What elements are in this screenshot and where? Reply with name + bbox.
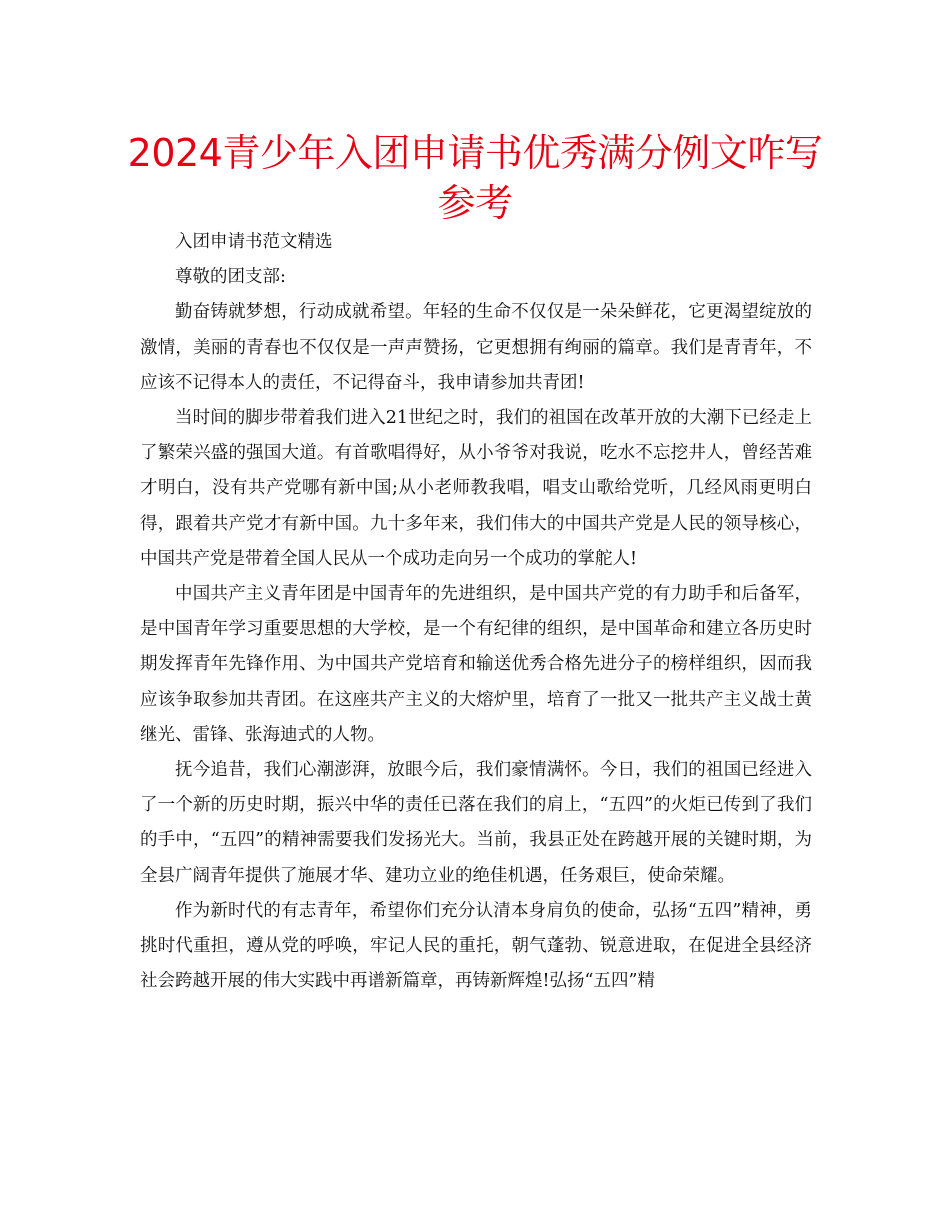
document-title: 2024青少年入团申请书优秀满分例文咋写参考 — [127, 131, 823, 225]
paragraph-subtitle: 入团申请书范文精选 — [175, 232, 333, 252]
paragraph: 作为新时代的有志青年，希望你们充分认清本身肩负的使命，弘扬“五四”精神，勇挑时代重担，遵从党的呼唤，牢记人民的重托，朝气蓬勃、锐意进取，在促进全县经济社会跨越开展的伟大实践中再谱新篇章，再铸新辉煌!弘扬“五四”精 — [140, 900, 812, 992]
document-body — [140, 225, 812, 999]
paragraph-salutation: 尊敬的团支部: — [175, 267, 286, 288]
paragraph: 抚今追昔，我们心潮澎湃，放眼今后，我们豪情满怀。今日，我们的祖国已经进入了一个新的历史时期，振兴中华的责任已落在我们的肩上，“五四”的火炬已传到了我们的手中，“五四”的精神需要我们发扬光大。当前，我县正处在跨越开展的关键时期，为全县广阔青年提供了施展才华、建功立业的绝佳机遇，任务艰巨，使命荣耀。 — [140, 760, 812, 886]
paragraph: 中国共产主义青年团是中国青年的先进组织，是中国共产党的有力助手和后备军，是中国青年学习重要思想的大学校，是一个有纪律的组织，是中国革命和建立各历史时期发挥青年先锋作用、为中国共产党培育和输送优秀合格先进分子的榜样组织，因而我应该争取参加共青团。在这座共产主义的大熔炉里，培育了一批又一批共产主义战士黄继光、雷锋、张海迪式的人物。 — [140, 584, 812, 745]
paragraph: 当时间的脚步带着我们进入21世纪之时，我们的祖国在改革开放的大潮下已经走上了繁荣兴盛的强国大道。有首歌唱得好，从小爷爷对我说，吃水不忘挖井人，曾经苦难才明白，没有共产党哪有新中国;从小老师教我唱，唱支山歌给党听，几经风雨更明白得，跟着共产党才有新中国。九十多年来，我们伟大的中国共产党是人民的领导核心，中国共产党是带着全国人民从一个成功走向另一个成功的掌舵人! — [140, 408, 812, 569]
paragraph: 勤奋铸就梦想，行动成就希望。年轻的生命不仅仅是一朵朵鲜花，它更渴望绽放的激情，美丽的青春也不仅仅是一声声赞扬，它更想拥有绚丽的篇章。我们是青青年，不应该不记得本人的责任，不记得奋斗，我申请参加共青团! — [140, 302, 812, 393]
